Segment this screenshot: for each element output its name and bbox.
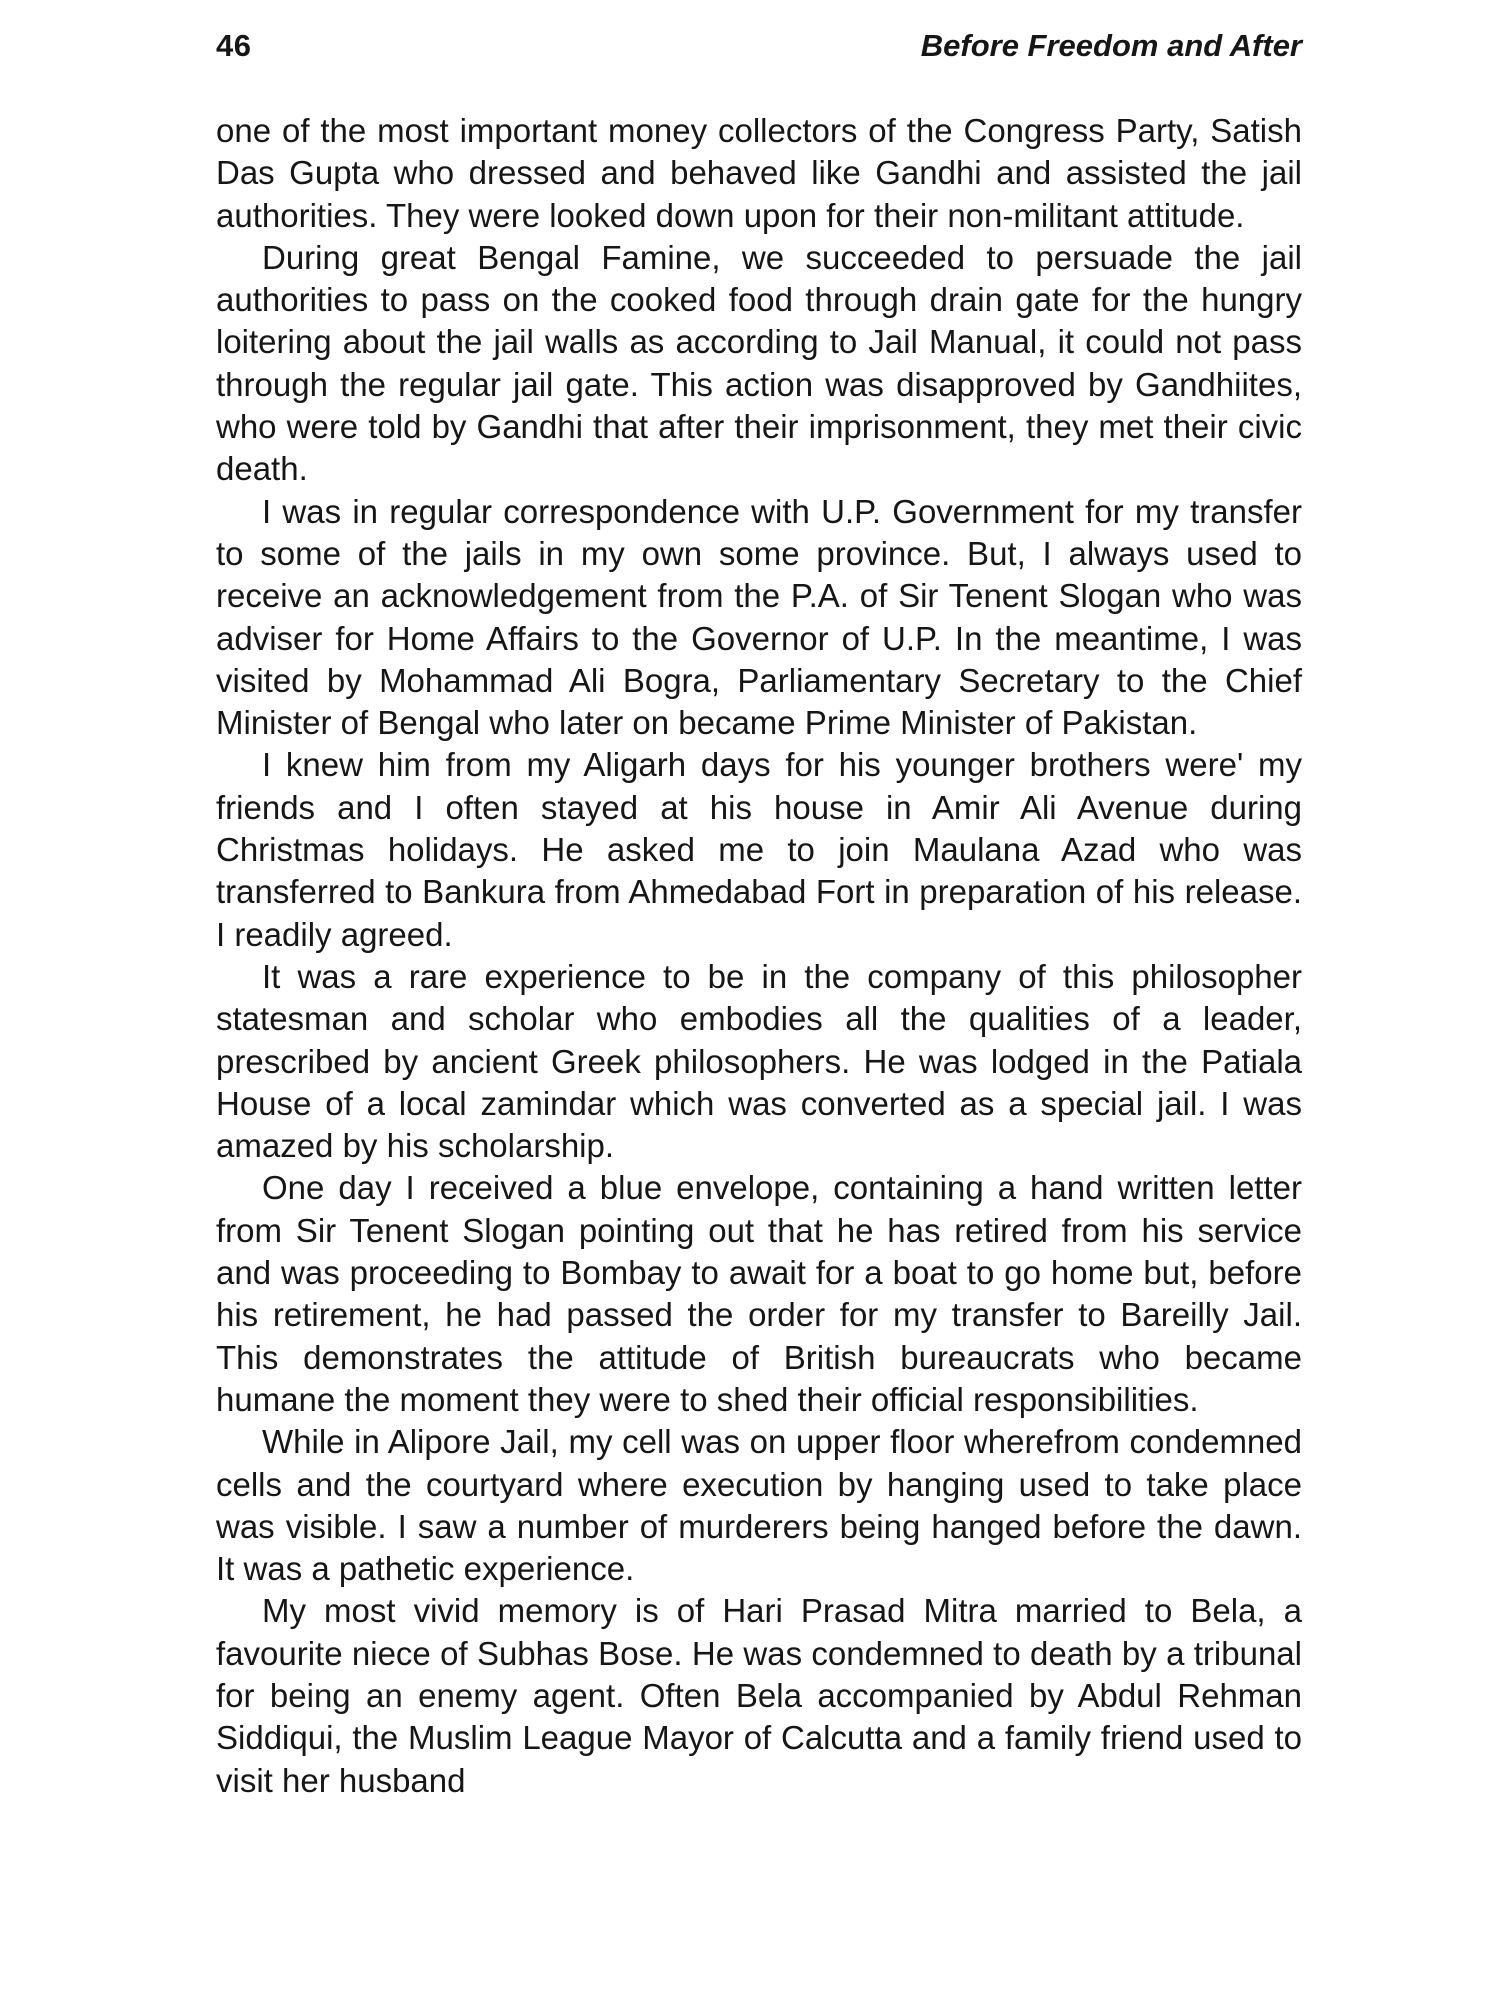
paragraph-transfer-correspondence: I was in regular correspondence with U.P. Government for my transfer to some of the jails in my own some province. But, I always used to receive an acknowledgement from the P.A. of Sir Tenent Slogan who was adviser for Home Affairs to the Governor of U.P. In the meantime, I was visited by Mohammad Ali Bogra, Parliamentary Secretary to the Chief Minister of Bengal who later on became Prime Minister of Pakistan.: [216, 492, 1302, 742]
body-text: [216, 110, 1302, 1802]
paragraph-bengal-famine: During great Bengal Famine, we succeeded to persuade the jail authorities to pass on the cooked food through drain gate for the hungry loitering about the jail walls as according to Jail Manual, it could not pass through the regular jail gate. This action was disapproved by Gandhiites, who were told by Gandhi that after their imprisonment, they met their civic death.: [216, 238, 1302, 488]
running-title: Before Freedom and After: [920, 28, 1302, 63]
paragraph-blue-envelope: One day I received a blue envelope, containing a hand written letter from Sir Tenent Slogan pointing out that he has retired from his service and was proceeding to Bombay to await for a boat to go home but, before his retirement, he had passed the order for my transfer to Bareilly Jail. This demonstrates the attitude of British bureaucrats who became humane the moment they were to shed their official responsibilities.: [216, 1169, 1302, 1418]
paragraph-alipore-jail: While in Alipore Jail, my cell was on upper floor wherefrom condemned cells and the courtyard where execution by hanging used to take place was visible. I saw a number of murderers being hanged before the dawn. It was a pathetic experience.: [216, 1423, 1302, 1588]
page-number: 46: [216, 28, 252, 63]
paragraph-aligarh-days: I knew him from my Aligarh days for his younger brothers were' my friends and I often stayed at his house in Amir Ali Avenue during Christmas holidays. He asked me to join Maulana Azad who was transferred to Bankura from Ahmedabad Fort in preparation of his release. I readily agreed.: [216, 746, 1302, 953]
page-header: [216, 28, 1302, 68]
paragraph-maulana-azad: It was a rare experience to be in the company of this philosopher statesman and scholar who embodies all the qualities of a leader, prescribed by ancient Greek philosophers. He was lodged in the Patiala House of a local zamindar which was converted as a special jail. I was amazed by his scholarship.: [216, 957, 1302, 1165]
paragraph-hari-prasad-mitra: My most vivid memory is of Hari Prasad Mitra married to Bela, a favourite niece of Subhas Bose. He was condemned to death by a tribunal for being an enemy agent. Often Bela accompanied by Abdul Rehman Siddiqui, the Muslim League Mayor of Calcutta and a family friend used to visit her husband: [216, 1592, 1302, 1799]
paragraph-continuation: one of the most important money collectors of the Congress Party, Satish Das Gupta who dressed and behaved like Gandhi and assisted the jail authorities. They were looked down upon for their non-militant attitude.: [216, 112, 1302, 234]
